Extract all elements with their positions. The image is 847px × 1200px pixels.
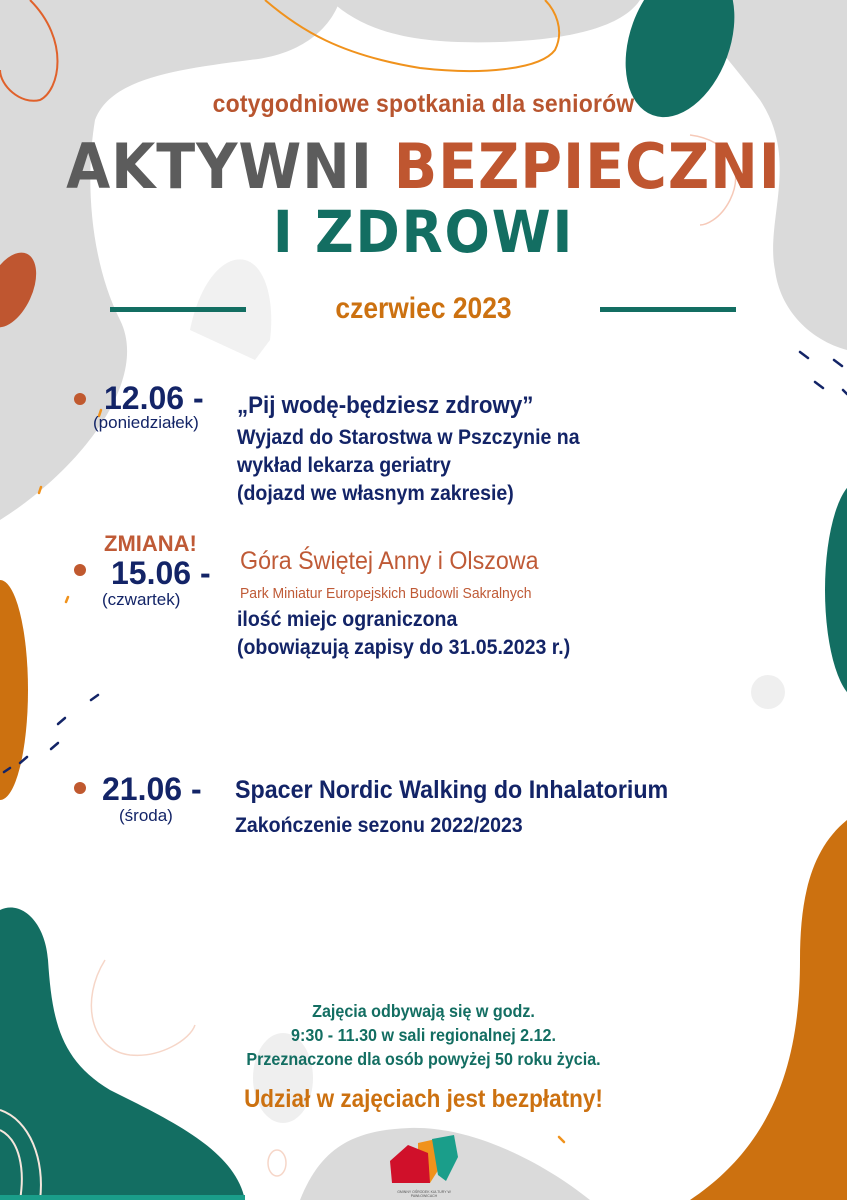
title-line-2: I ZDROWI	[272, 198, 575, 266]
free-participation-note: Udział w zajęciach jest bezpłatny!	[244, 1085, 603, 1113]
logo	[388, 1135, 460, 1198]
event-line: ilość miejc ograniczona	[237, 608, 458, 631]
event-line: Zakończenie sezonu 2022/2023	[235, 814, 523, 837]
event-subtitle: Park Miniatur Europejskich Budowli Sakralnych	[240, 585, 532, 602]
title-word-aktywni: AKTYWNI	[66, 130, 373, 203]
bullet-icon	[74, 782, 86, 794]
event-line: wykład lekarza geriatry	[237, 454, 451, 477]
event-date: 21.06 -	[102, 771, 202, 807]
subtitle: cotygodniowe spotkania dla seniorów	[212, 90, 635, 118]
event-date: 12.06 -	[104, 380, 204, 416]
event-title: Góra Świętej Anny i Olszowa	[240, 547, 539, 575]
title-word-bezpieczni: BEZPIECZNI	[393, 130, 781, 203]
gray-blob-top	[330, 0, 640, 42]
logo-houses-icon	[388, 1135, 460, 1185]
event-line: (dojazd we własnym zakresie)	[237, 482, 514, 505]
divider-right	[600, 307, 736, 312]
teal-blob-right	[825, 480, 847, 700]
info-line: Zajęcia odbywają się w godz.	[312, 1001, 535, 1021]
event-day: (czwartek)	[102, 590, 181, 609]
event-title: Spacer Nordic Walking do Inhalatorium	[235, 776, 669, 804]
page-title	[34, 132, 813, 202]
event-day: (poniedziałek)	[93, 413, 199, 432]
logo-caption: GMINNY OŚRODEK KULTURY W PAWŁOWICACH	[397, 1190, 451, 1198]
info-line: Przeznaczone dla osób powyżej 50 roku życia.	[246, 1049, 601, 1069]
change-badge: ZMIANA!	[104, 531, 197, 556]
event-title: „Pij wodę-będziesz zdrowy”	[237, 392, 534, 419]
event-day: (środa)	[119, 806, 173, 825]
orange-blob-left	[0, 580, 28, 800]
event-line: (obowiązują zapisy do 31.05.2023 r.)	[237, 636, 571, 659]
event-line: Wyjazd do Starostwa w Pszczynie na	[237, 426, 580, 449]
event-date: 15.06 -	[111, 555, 211, 591]
month-label: czerwiec 2023	[335, 292, 512, 325]
bullet-icon	[74, 564, 86, 576]
info-line: 9:30 - 11.30 w sali regionalnej 2.12.	[291, 1025, 556, 1045]
bullet-icon	[74, 393, 86, 405]
